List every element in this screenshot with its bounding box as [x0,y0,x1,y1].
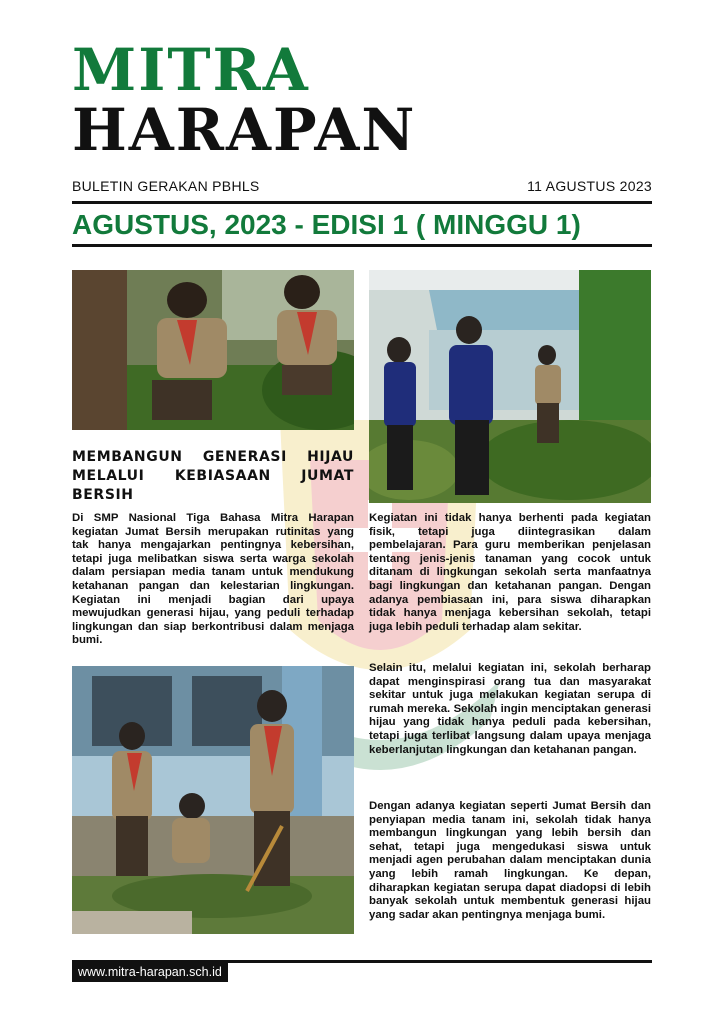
article-paragraph-2: Kegiatan ini tidak hanya berhenti pada kegiatan fisik, tetapi juga diintegrasikan dalam pembelajaran. Para guru memberikan penjelasan tentang jenis-jenis tanaman yang cocok untuk ditanam di lingkungan sekolah serta manfaatnya bagi lingkungan dan ketahanan pangan. Dengan adanya pembiasaan ini, para siswa diharapkan tidak hanya menjaga kebersihan sekolah, tetapi juga lebih peduli terhadap alam sekitar. [369,512,651,633]
scouts-sweeping-photo [72,666,354,934]
issue-date: 11 AGUSTUS 2023 [527,178,652,194]
subtitle-row [72,176,652,196]
article-headline: MEMBANGUN GENERASI HIJAU MELALUI KEBIASAAN JUMAT BERSIH [72,449,354,503]
edition-heading: AGUSTUS, 2023 - EDISI 1 ( MINGGU 1) [72,209,581,240]
divider-edition [72,244,652,247]
title-mitra: MITRA [72,36,310,104]
article-paragraph-1: Di SMP Nasional Tiga Bahasa Mitra Harapan kegiatan Jumat Bersih merupakan rutinitas yang tak hanya mengajarkan pentingnya kebersihan, tetapi juga melibatkan siswa serta warga sekolah dalam persiapan media tanam untuk mendukung ketahanan pangan dan kelestarian lingkungan. Kegiatan ini menjadi bagian dari upaya mewujudkan generasi hijau, yang peduli terhadap lingkungan dan siap berkontribusi dalam menjaga bumi. [72,512,354,647]
students-planting-photo [369,270,651,503]
article-paragraph-4: Dengan adanya kegiatan seperti Jumat Bersih dan penyiapan media tanam ini, sekolah tidak hanya membangun lingkungan yang lebih bersih dan sehat, tetapi juga mengedukasi siswa untuk menjadi agen perubahan dalam menciptakan dunia yang lebih ramah lingkungan. Ke depan, diharapkan kegiatan serupa dapat diadopsi di lebih banyak sekolah untuk membentuk generasi hijau yang sadar akan pentingnya menjaga bumi. [369,800,651,921]
scouts-gardening-photo [72,270,354,430]
website-link[interactable]: www.mitra-harapan.sch.id [72,962,228,982]
bulletin-subtitle: BULETIN GERAKAN PBHLS [72,178,260,194]
article-paragraph-3: Selain itu, melalui kegiatan ini, sekolah berharap dapat menginspirasi orang tua dan masyarakat sekitar untuk juga melakukan kegiatan serupa di rumah mereka. Sekolah ingin menciptakan generasi hijau yang tidak hanya peduli pada kebersihan, tetapi juga terlibat langsung dalam upaya menjaga keberlanjutan lingkungan dan ketahanan pangan. [369,662,651,756]
title-harapan: HARAPAN [72,96,417,164]
divider-top [72,201,652,204]
masthead [72,36,417,164]
